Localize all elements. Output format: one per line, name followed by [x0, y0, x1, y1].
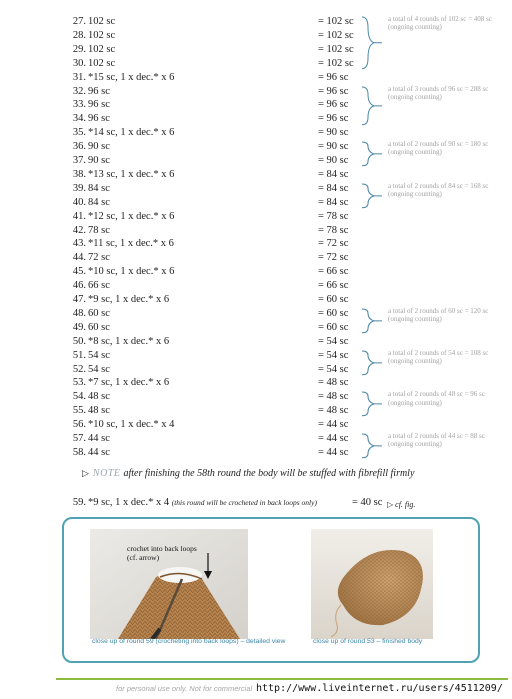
round-instruction: 60 sc — [88, 307, 110, 319]
round-instruction: *7 sc, 1 x dec.* x 6 — [88, 377, 170, 389]
round-number: 44. — [72, 252, 86, 264]
round-instruction: 54 sc — [88, 363, 110, 375]
round-number: 36. — [72, 141, 86, 153]
round-total: = 44 sc — [318, 433, 349, 444]
note-text: a total of 2 rounds of 48 sc = 96 sc (ongoing counting) — [388, 390, 485, 407]
round-instruction: 90 sc — [88, 155, 110, 166]
back-loops-annotation — [127, 544, 197, 562]
bracket-icon — [360, 140, 386, 168]
round-total: = 72 sc — [318, 238, 349, 250]
round-row — [0, 237, 512, 251]
round-instruction: 90 sc — [88, 141, 110, 153]
footer-rule — [56, 678, 508, 680]
round-instruction: 44 sc — [88, 446, 110, 458]
round-total: = 44 sc — [318, 419, 349, 431]
round-total-note — [360, 85, 500, 127]
round-instruction: 96 sc — [88, 85, 110, 97]
round-number: 42. — [72, 224, 86, 236]
bracket-icon — [360, 15, 386, 71]
round-total: = 78 sc — [318, 210, 349, 222]
round-total: = 84 sc — [318, 196, 349, 208]
round-total-note — [360, 140, 500, 168]
round-number: 58. — [72, 446, 86, 458]
round-instruction: 96 sc — [88, 113, 110, 125]
round-number: 51. — [72, 349, 86, 361]
round-instruction: *10 sc, 1 x dec.* x 6 — [88, 266, 175, 278]
round-instruction: 60 sc — [88, 321, 110, 333]
round-total: = 48 sc — [318, 391, 349, 403]
round-total: = 90 sc — [318, 155, 349, 166]
bracket-icon — [360, 349, 386, 377]
round-instruction: *8 sc, 1 x dec.* x 6 — [88, 335, 170, 347]
round-number: 38. — [72, 168, 86, 180]
round-instruction: *10 sc, 1 x dec.* x 4 — [88, 419, 175, 431]
bracket-icon — [360, 85, 386, 127]
round-total: = 60 sc — [318, 294, 349, 305]
round-total: = 90 sc — [318, 141, 349, 153]
round-total: = 84 sc — [318, 168, 349, 180]
round-total-note — [360, 15, 500, 71]
round-instruction — [88, 496, 317, 510]
note-text: a total of 2 rounds of 90 sc = 180 sc (ongoing counting) — [388, 140, 489, 157]
bracket-icon — [360, 307, 386, 335]
round-total: = 72 sc — [318, 252, 349, 264]
round-row — [0, 376, 512, 390]
note-text: a total of 2 rounds of 54 sc = 108 sc (ongoing counting) — [388, 348, 489, 365]
round-total: = 60 sc — [318, 307, 349, 319]
round-instruction: 102 sc — [88, 16, 116, 27]
round-total-note — [360, 432, 500, 460]
round-number: 47. — [72, 294, 86, 305]
round-number: 46. — [72, 280, 86, 292]
round-instruction: *9 sc, 1 x dec.* x 6 — [88, 294, 170, 305]
round-number: 53. — [72, 377, 86, 389]
round-number: 35. — [72, 127, 86, 139]
round-total-note — [360, 349, 500, 377]
round-total: = 96 sc — [318, 85, 349, 97]
round-row — [0, 293, 512, 307]
round-number: 41. — [72, 210, 86, 222]
round-total-note — [360, 182, 500, 210]
round-row — [0, 71, 512, 85]
round-instruction: 96 sc — [88, 99, 110, 111]
round-number: 29. — [72, 43, 86, 55]
crochet-body-illustration — [311, 529, 433, 639]
round-instruction: 78 sc — [88, 224, 110, 236]
round-number: 50. — [72, 335, 86, 347]
round-number: 30. — [72, 57, 86, 69]
finished-body-photo — [311, 529, 433, 639]
round-number: 57. — [72, 433, 86, 444]
round-instruction: 102 sc — [88, 43, 116, 55]
round-total: = 48 sc — [318, 377, 349, 389]
stuffing-instruction — [82, 468, 414, 479]
round-instruction: 102 sc — [88, 57, 116, 69]
round-row — [0, 265, 512, 279]
round-instruction: 54 sc — [88, 349, 110, 361]
note-text: a total of 2 rounds of 60 sc = 120 sc (ongoing counting) — [388, 306, 489, 324]
round-instruction: 44 sc — [88, 433, 110, 444]
round-total-note — [360, 307, 500, 335]
round-number: 43. — [72, 238, 86, 250]
round-number: 52. — [72, 363, 86, 375]
round-row — [0, 418, 512, 432]
round-total: = 66 sc — [318, 266, 349, 278]
round-number: 55. — [72, 405, 86, 417]
round-total: = 90 sc — [318, 127, 349, 139]
round-total: = 60 sc — [318, 321, 349, 333]
photo-frame — [62, 517, 480, 663]
round-number: 54. — [72, 391, 86, 403]
round-total: = 48 sc — [318, 405, 349, 417]
round-total-note — [360, 390, 500, 418]
annotation-text: crochet into back loops (cf. arrow) — [127, 544, 197, 562]
round-number: 59. — [72, 497, 86, 508]
stuffing-text: after finishing the 58th round the body will be stuffed with fibrefill firmly — [123, 468, 415, 479]
figure-reference: ▷ cf. fig. — [387, 500, 416, 509]
round-number: 40. — [72, 196, 86, 208]
caption-back-loops: close up of round 59 (crocheting into back loops) – detailed view — [92, 638, 286, 645]
round-total: = 54 sc — [318, 363, 349, 375]
note-text: a total of 4 rounds of 102 sc = 408 sc (ongoing counting) — [388, 15, 492, 32]
round-row — [0, 335, 512, 349]
round-total: = 66 sc — [318, 280, 349, 292]
round-row — [0, 168, 512, 182]
round-instruction: 84 sc — [88, 196, 110, 208]
round-59-stitches: *9 sc, 1 x dec.* x 4 — [88, 497, 170, 508]
round-row — [0, 279, 512, 293]
round-number: 33. — [72, 99, 86, 111]
note-watermark: NOTE — [92, 468, 121, 479]
round-instruction: *15 sc, 1 x dec.* x 6 — [88, 71, 175, 83]
note-text: a total of 2 rounds of 84 sc = 168 sc (ongoing counting) — [388, 181, 489, 199]
round-instruction: *11 sc, 1 x dec.* x 6 — [88, 238, 174, 250]
back-loops-note: (this round will be crocheted in back loops only) — [171, 498, 317, 507]
round-number: 45. — [72, 266, 86, 278]
round-row — [0, 126, 512, 140]
round-instruction: 48 sc — [88, 405, 110, 417]
round-total: = 78 sc — [318, 224, 349, 236]
round-row — [0, 224, 512, 238]
back-loops-photo — [90, 529, 248, 639]
round-number: 32. — [72, 85, 86, 97]
bracket-icon — [360, 182, 386, 210]
round-total: = 54 sc — [318, 349, 349, 361]
round-instruction: 84 sc — [88, 182, 110, 194]
round-instruction: 72 sc — [88, 252, 110, 264]
round-total: = 40 sc — [352, 497, 383, 508]
bracket-icon — [360, 390, 386, 418]
round-total: = 102 sc — [318, 16, 354, 27]
round-number: 56. — [72, 419, 86, 431]
round-number: 34. — [72, 113, 86, 125]
note-text: a total of 3 rounds of 96 sc = 288 sc (ongoing counting) — [388, 84, 489, 101]
round-total: = 102 sc — [318, 43, 354, 55]
round-row — [0, 210, 512, 224]
round-59-row — [0, 496, 512, 510]
round-row — [0, 251, 512, 265]
round-instruction: *14 sc, 1 x dec.* x 6 — [88, 127, 175, 139]
round-number: 28. — [72, 29, 86, 41]
footer-notice: for personal use only. Not for commercial — [116, 684, 253, 693]
note-text: a total of 2 rounds of 44 sc = 88 sc (ongoing counting) — [388, 432, 485, 449]
caption-finished-body: close up of round 53 – finished body — [313, 638, 423, 645]
round-instruction: 102 sc — [88, 29, 116, 41]
round-total: = 102 sc — [318, 57, 354, 69]
round-total: = 102 sc — [318, 29, 354, 41]
round-number: 31. — [72, 71, 86, 83]
round-instruction: 48 sc — [88, 391, 110, 403]
round-instruction: *13 sc, 1 x dec.* x 6 — [88, 168, 175, 180]
triangle-icon: ▷ — [82, 468, 89, 478]
round-number: 48. — [72, 307, 86, 319]
round-instruction: *12 sc, 1 x dec.* x 6 — [88, 210, 175, 222]
round-number: 39. — [72, 182, 86, 194]
round-total: = 84 sc — [318, 182, 349, 194]
bracket-icon — [360, 432, 386, 460]
round-total: = 96 sc — [318, 71, 349, 83]
round-total: = 96 sc — [318, 99, 349, 111]
round-total: = 54 sc — [318, 335, 349, 347]
round-number: 49. — [72, 321, 86, 333]
round-total: = 96 sc — [318, 113, 349, 125]
source-url-watermark: http://www.liveinternet.ru/users/4511209/ — [256, 683, 503, 694]
round-total: = 44 sc — [318, 446, 349, 458]
round-instruction: 66 sc — [88, 280, 110, 292]
round-number: 37. — [72, 155, 86, 166]
round-number: 27. — [72, 16, 86, 27]
